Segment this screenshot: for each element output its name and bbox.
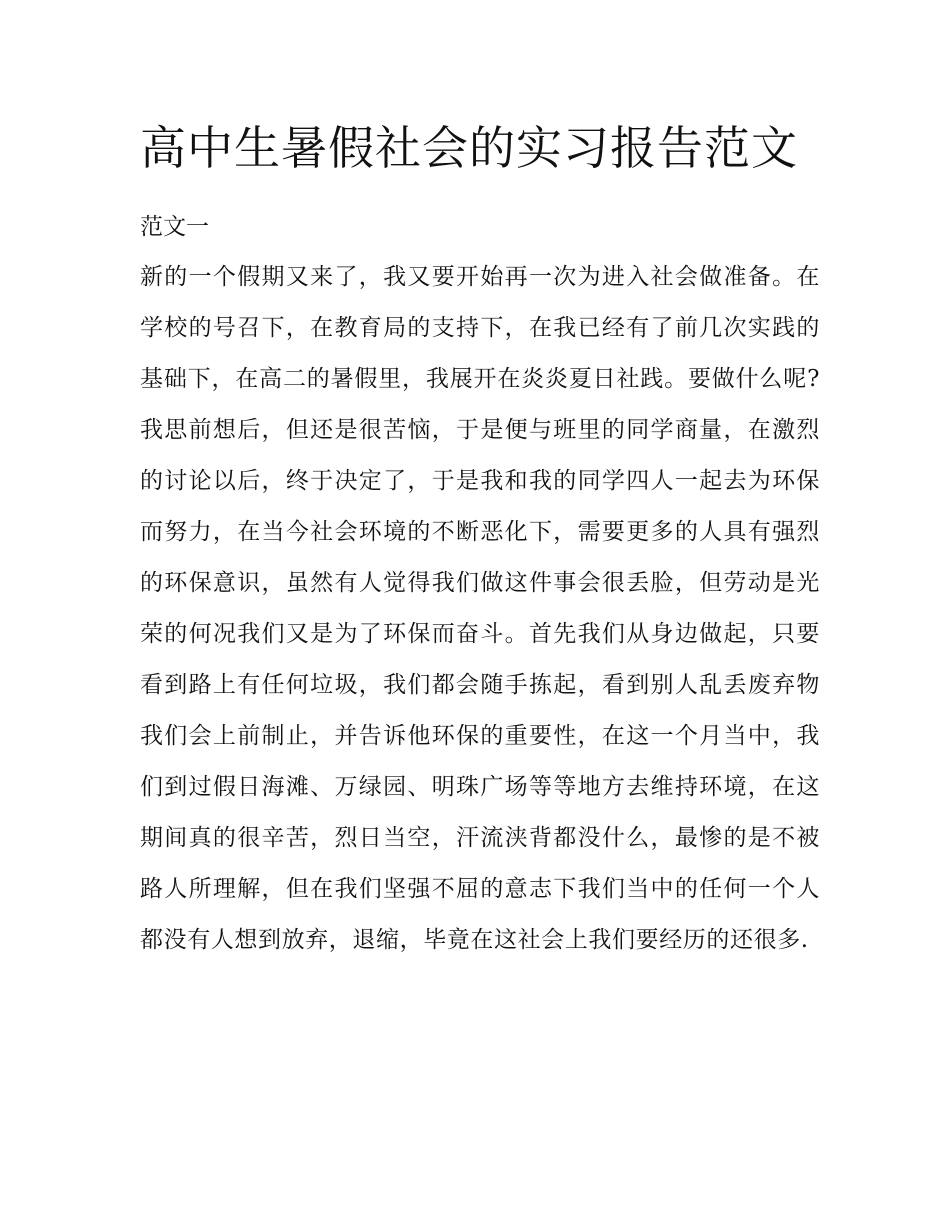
section-label: 范文一 [140, 214, 209, 240]
body-paragraph: 新的一个假期又来了，我又要开始再一次为进入社会做准备。在学校的号召下，在教育局的支持下，在我已经有了前几次实践的基础下，在高二的暑假里，我展开在炎炎夏日社践。要做什么呢?我思前想后，但还是很苦恼，于是便与班里的同学商量，在激烈的讨论以后，终于决定了，于是我和我的同学四人一起去为环保而努力，在当今社会环境的不断恶化下，需要更多的人具有强烈的环保意识，虽然有人觉得我们做这件事会很丢脸，但劳动是光荣的何况我们又是为了环保而奋斗。首先我们从身边做起，只要看到路上有任何垃圾，我们都会随手拣起，看到别人乱丢废弃物我们会上前制止，并告诉他环保的重要性，在这一个月当中，我们到过假日海滩、万绿园、明珠广场等等地方去维持环境，在这期间真的很辛苦，烈日当空，汗流浃背都没什么，最惨的是不被路人所理解，但在我们坚强不屈的意志下我们当中的任何一个人都没有人想到放弃，退缩，毕竟在这社会上我们要经历的还很多. [140, 264, 820, 953]
document-content [140, 112, 820, 966]
document-title: 高中生暑假社会的实习报告范文 [140, 121, 798, 175]
